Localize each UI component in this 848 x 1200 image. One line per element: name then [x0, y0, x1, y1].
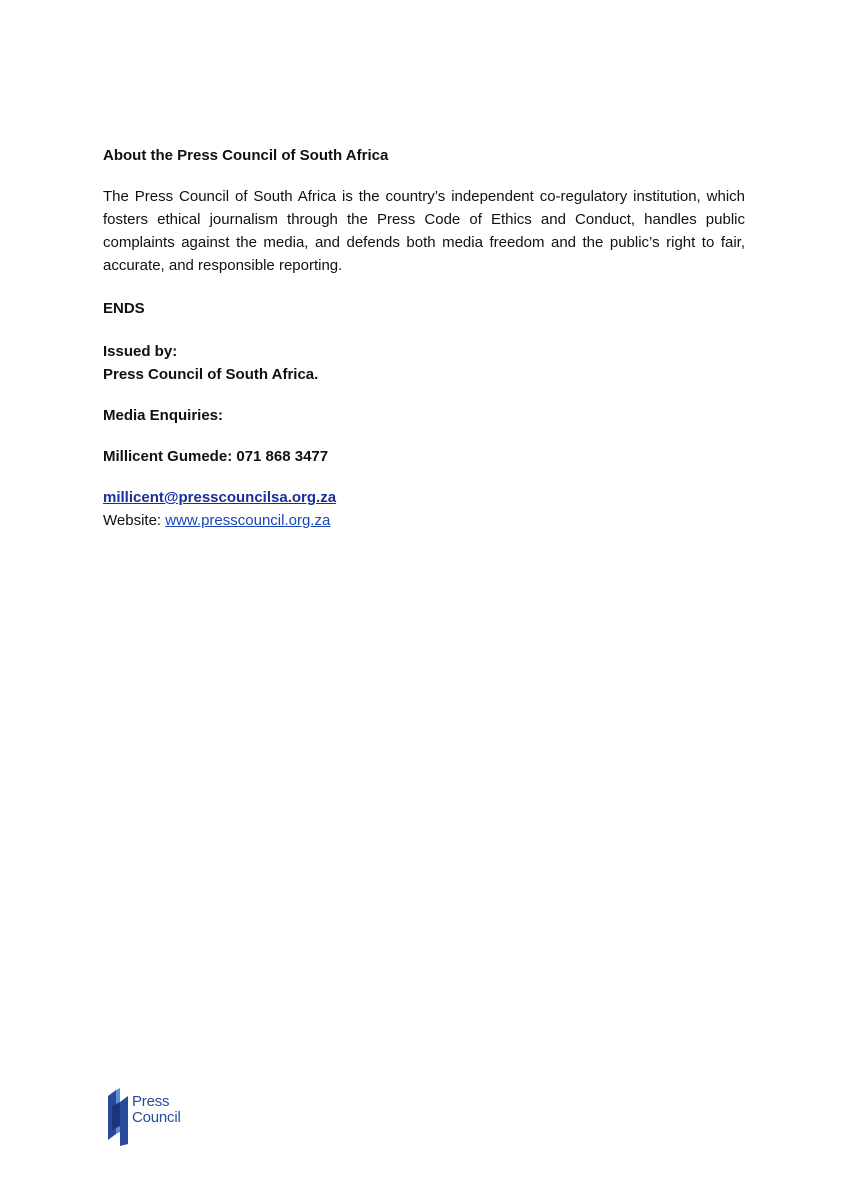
email-link[interactable]: millicent@presscouncilsa.org.za: [103, 489, 337, 506]
issued-by-block: [103, 340, 745, 386]
ends-marker: ENDS: [103, 300, 145, 317]
website-link[interactable]: www.presscouncil.org.za: [165, 512, 331, 529]
logo-line-2: Council: [132, 1109, 181, 1126]
logo-wordmark: [132, 1094, 181, 1126]
issued-by-name: Press Council of South Africa.: [103, 366, 319, 383]
about-heading: About the Press Council of South Africa: [103, 147, 389, 164]
issued-by-label: Issued by:: [103, 343, 178, 360]
press-council-logo: [106, 1084, 216, 1146]
website-line: [103, 509, 745, 532]
website-label: Website:: [103, 512, 166, 529]
media-enquiries-label: Media Enquiries:: [103, 407, 224, 424]
contact-line: Millicent Gumede: 071 868 3477: [103, 448, 329, 465]
document-body: [103, 144, 745, 532]
contact-links: [103, 486, 745, 532]
logo-line-1: Press: [132, 1093, 170, 1110]
press-council-logo-icon: [106, 1084, 132, 1146]
about-paragraph: The Press Council of South Africa is the country’s independent co-regulatory institution, which fosters ethical journalism through the Press Code of Ethics and Conduct, handles public complaints against the media, and defends both media freedom and the public’s right to fair, accurate, and responsible reporting.: [103, 188, 745, 274]
